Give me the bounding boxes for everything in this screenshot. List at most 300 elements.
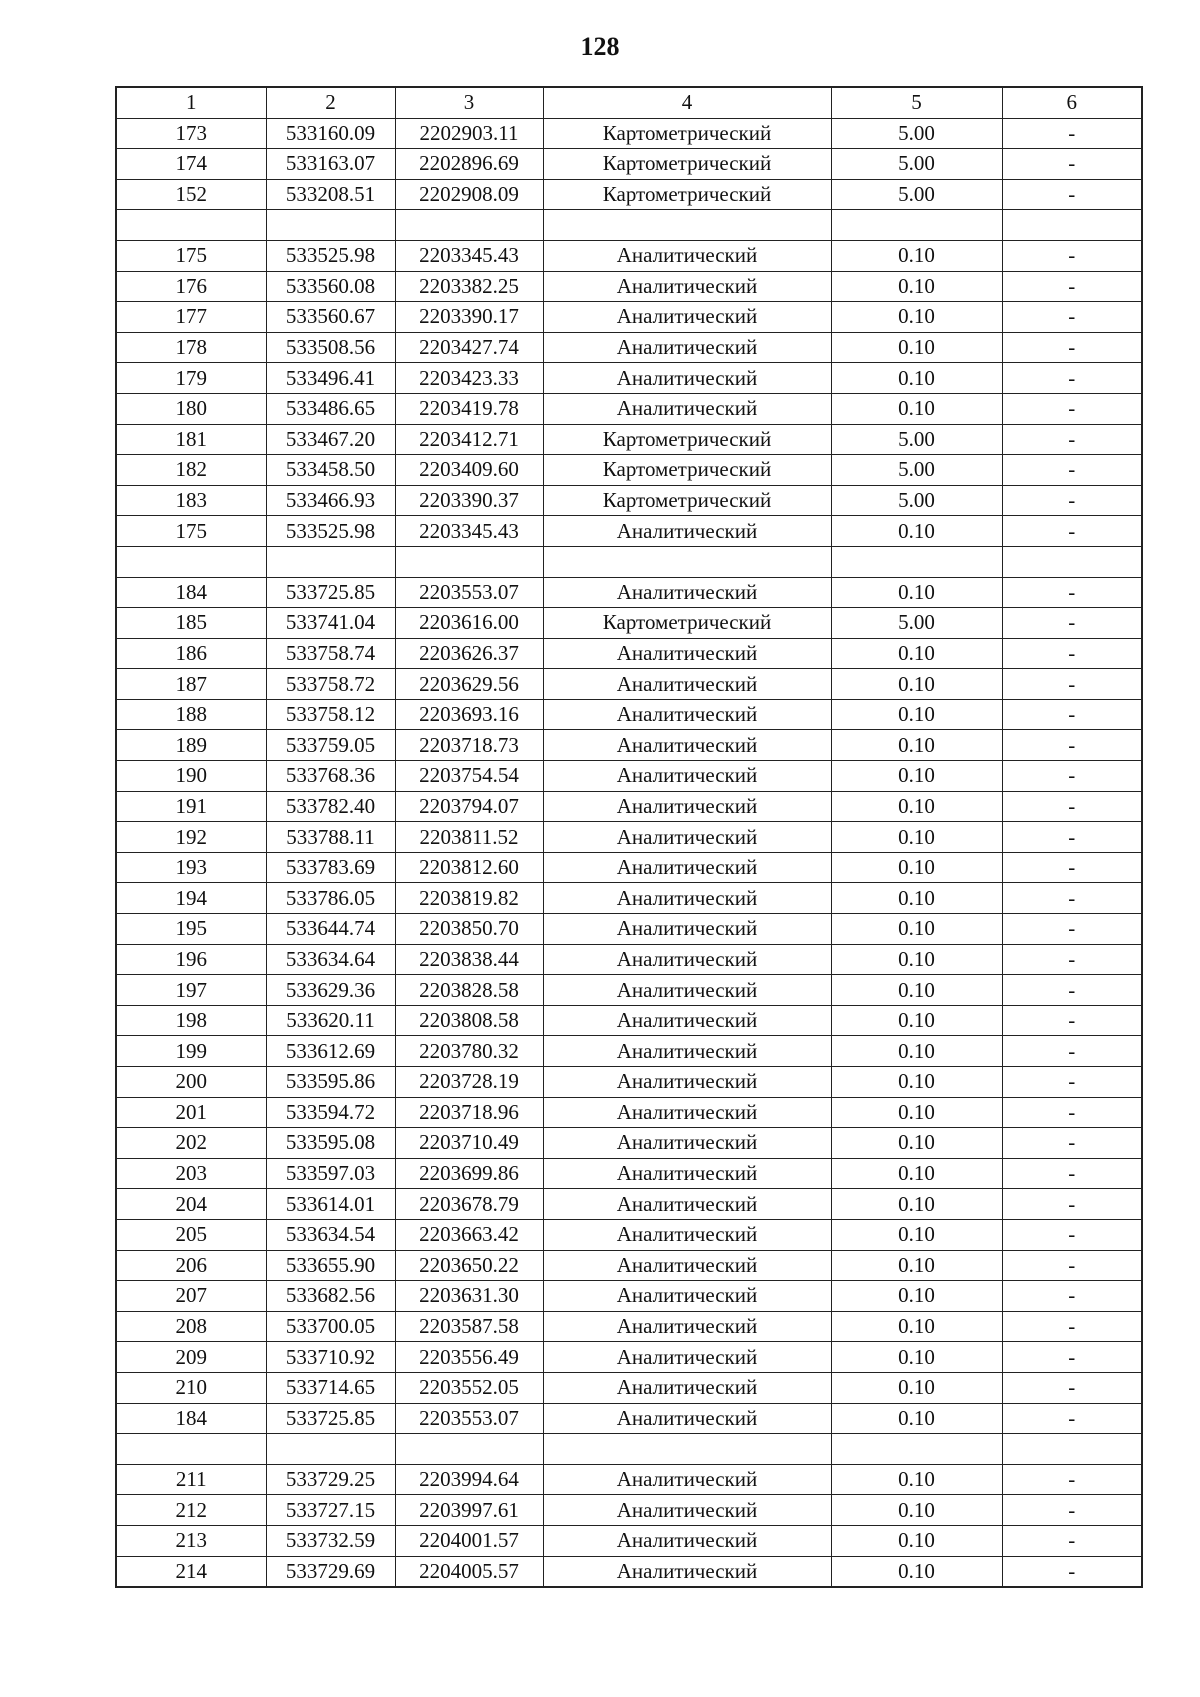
column-header: 3 xyxy=(395,87,543,118)
note-cell: - xyxy=(1002,240,1142,271)
table-row xyxy=(116,1128,1142,1159)
accuracy-cell: 5.00 xyxy=(831,149,1002,180)
point-number-cell: 211 xyxy=(116,1464,266,1495)
table-row xyxy=(116,791,1142,822)
accuracy-cell: 0.10 xyxy=(831,1281,1002,1312)
y-coordinate-cell xyxy=(395,546,543,577)
x-coordinate-cell: 533782.40 xyxy=(266,791,395,822)
note-cell: - xyxy=(1002,1250,1142,1281)
table-row xyxy=(116,1495,1142,1526)
note-cell: - xyxy=(1002,975,1142,1006)
y-coordinate-cell: 2203409.60 xyxy=(395,455,543,486)
accuracy-cell: 0.10 xyxy=(831,1219,1002,1250)
x-coordinate-cell: 533486.65 xyxy=(266,393,395,424)
point-number-cell: 205 xyxy=(116,1219,266,1250)
accuracy-cell: 0.10 xyxy=(831,669,1002,700)
point-number-cell: 188 xyxy=(116,699,266,730)
x-coordinate-cell: 533732.59 xyxy=(266,1525,395,1556)
table-row xyxy=(116,1464,1142,1495)
point-number-cell: 183 xyxy=(116,485,266,516)
note-cell: - xyxy=(1002,761,1142,792)
method-cell: Аналитический xyxy=(543,1281,831,1312)
method-cell: Аналитический xyxy=(543,1372,831,1403)
method-cell: Аналитический xyxy=(543,852,831,883)
table-row xyxy=(116,730,1142,761)
accuracy-cell: 5.00 xyxy=(831,485,1002,516)
accuracy-cell: 0.10 xyxy=(831,1342,1002,1373)
y-coordinate-cell: 2203997.61 xyxy=(395,1495,543,1526)
point-number-cell: 204 xyxy=(116,1189,266,1220)
x-coordinate-cell: 533783.69 xyxy=(266,852,395,883)
note-cell xyxy=(1002,1434,1142,1465)
note-cell: - xyxy=(1002,638,1142,669)
column-header: 1 xyxy=(116,87,266,118)
note-cell: - xyxy=(1002,455,1142,486)
table-row xyxy=(116,944,1142,975)
method-cell: Картометрический xyxy=(543,149,831,180)
y-coordinate-cell: 2203427.74 xyxy=(395,332,543,363)
note-cell: - xyxy=(1002,485,1142,516)
note-cell: - xyxy=(1002,332,1142,363)
note-cell: - xyxy=(1002,1342,1142,1373)
point-number-cell: 180 xyxy=(116,393,266,424)
note-cell: - xyxy=(1002,118,1142,149)
table-row xyxy=(116,240,1142,271)
method-cell: Картометрический xyxy=(543,455,831,486)
column-header: 4 xyxy=(543,87,831,118)
accuracy-cell: 0.10 xyxy=(831,1036,1002,1067)
method-cell: Аналитический xyxy=(543,883,831,914)
table-row xyxy=(116,1250,1142,1281)
method-cell: Аналитический xyxy=(543,1158,831,1189)
table-row xyxy=(116,302,1142,333)
y-coordinate-cell: 2203626.37 xyxy=(395,638,543,669)
y-coordinate-cell: 2203553.07 xyxy=(395,1403,543,1434)
table-row xyxy=(116,577,1142,608)
x-coordinate-cell: 533629.36 xyxy=(266,975,395,1006)
point-number-cell: 193 xyxy=(116,852,266,883)
point-number-cell: 212 xyxy=(116,1495,266,1526)
x-coordinate-cell: 533741.04 xyxy=(266,608,395,639)
y-coordinate-cell: 2203663.42 xyxy=(395,1219,543,1250)
y-coordinate-cell: 2203678.79 xyxy=(395,1189,543,1220)
table-row xyxy=(116,118,1142,149)
point-number-cell: 190 xyxy=(116,761,266,792)
accuracy-cell: 0.10 xyxy=(831,1525,1002,1556)
method-cell: Аналитический xyxy=(543,975,831,1006)
x-coordinate-cell: 533525.98 xyxy=(266,516,395,547)
accuracy-cell: 5.00 xyxy=(831,424,1002,455)
x-coordinate-cell xyxy=(266,546,395,577)
y-coordinate-cell: 2203838.44 xyxy=(395,944,543,975)
method-cell: Аналитический xyxy=(543,1067,831,1098)
table-row xyxy=(116,1556,1142,1587)
point-number-cell: 177 xyxy=(116,302,266,333)
y-coordinate-cell: 2203556.49 xyxy=(395,1342,543,1373)
x-coordinate-cell: 533758.72 xyxy=(266,669,395,700)
note-cell: - xyxy=(1002,271,1142,302)
point-number-cell: 206 xyxy=(116,1250,266,1281)
accuracy-cell: 0.10 xyxy=(831,1495,1002,1526)
table-row xyxy=(116,1189,1142,1220)
y-coordinate-cell: 2203718.96 xyxy=(395,1097,543,1128)
method-cell: Аналитический xyxy=(543,638,831,669)
point-number-cell: 184 xyxy=(116,1403,266,1434)
table-row xyxy=(116,1219,1142,1250)
table-row xyxy=(116,1525,1142,1556)
table-row xyxy=(116,363,1142,394)
method-cell: Аналитический xyxy=(543,761,831,792)
accuracy-cell: 0.10 xyxy=(831,730,1002,761)
method-cell xyxy=(543,210,831,241)
method-cell: Аналитический xyxy=(543,1403,831,1434)
accuracy-cell: 0.10 xyxy=(831,240,1002,271)
x-coordinate-cell: 533758.74 xyxy=(266,638,395,669)
accuracy-cell: 5.00 xyxy=(831,455,1002,486)
x-coordinate-cell: 533560.08 xyxy=(266,271,395,302)
y-coordinate-cell: 2203699.86 xyxy=(395,1158,543,1189)
point-number-cell: 186 xyxy=(116,638,266,669)
table-row xyxy=(116,1097,1142,1128)
method-cell xyxy=(543,1434,831,1465)
accuracy-cell: 0.10 xyxy=(831,1158,1002,1189)
table-row xyxy=(116,393,1142,424)
column-header: 6 xyxy=(1002,87,1142,118)
y-coordinate-cell: 2203631.30 xyxy=(395,1281,543,1312)
accuracy-cell: 0.10 xyxy=(831,1311,1002,1342)
note-cell: - xyxy=(1002,1403,1142,1434)
table-row xyxy=(116,608,1142,639)
point-number-cell: 198 xyxy=(116,1005,266,1036)
x-coordinate-cell: 533560.67 xyxy=(266,302,395,333)
table-row xyxy=(116,669,1142,700)
note-cell: - xyxy=(1002,1495,1142,1526)
point-number-cell xyxy=(116,210,266,241)
point-number-cell xyxy=(116,546,266,577)
point-number-cell: 213 xyxy=(116,1525,266,1556)
point-number-cell: 194 xyxy=(116,883,266,914)
table-row xyxy=(116,883,1142,914)
point-number-cell: 192 xyxy=(116,822,266,853)
accuracy-cell: 0.10 xyxy=(831,1556,1002,1587)
method-cell: Аналитический xyxy=(543,791,831,822)
point-number-cell: 182 xyxy=(116,455,266,486)
x-coordinate-cell: 533758.12 xyxy=(266,699,395,730)
note-cell: - xyxy=(1002,1128,1142,1159)
x-coordinate-cell: 533786.05 xyxy=(266,883,395,914)
point-number-cell: 178 xyxy=(116,332,266,363)
table-row xyxy=(116,546,1142,577)
x-coordinate-cell: 533208.51 xyxy=(266,179,395,210)
method-cell: Аналитический xyxy=(543,1128,831,1159)
x-coordinate-cell: 533788.11 xyxy=(266,822,395,853)
table-row xyxy=(116,332,1142,363)
x-coordinate-cell: 533768.36 xyxy=(266,761,395,792)
method-cell: Аналитический xyxy=(543,730,831,761)
point-number-cell: 214 xyxy=(116,1556,266,1587)
note-cell: - xyxy=(1002,791,1142,822)
x-coordinate-cell: 533655.90 xyxy=(266,1250,395,1281)
table-row xyxy=(116,1067,1142,1098)
accuracy-cell: 0.10 xyxy=(831,516,1002,547)
accuracy-cell: 0.10 xyxy=(831,852,1002,883)
y-coordinate-cell: 2203552.05 xyxy=(395,1372,543,1403)
y-coordinate-cell: 2203553.07 xyxy=(395,577,543,608)
accuracy-cell: 0.10 xyxy=(831,393,1002,424)
point-number-cell: 189 xyxy=(116,730,266,761)
table-row xyxy=(116,761,1142,792)
y-coordinate-cell: 2203850.70 xyxy=(395,914,543,945)
note-cell: - xyxy=(1002,699,1142,730)
y-coordinate-cell: 2203728.19 xyxy=(395,1067,543,1098)
table-row xyxy=(116,424,1142,455)
note-cell: - xyxy=(1002,424,1142,455)
note-cell: - xyxy=(1002,1281,1142,1312)
method-cell: Аналитический xyxy=(543,516,831,547)
point-number-cell: 152 xyxy=(116,179,266,210)
accuracy-cell: 0.10 xyxy=(831,791,1002,822)
y-coordinate-cell: 2203650.22 xyxy=(395,1250,543,1281)
x-coordinate-cell: 533729.25 xyxy=(266,1464,395,1495)
x-coordinate-cell: 533458.50 xyxy=(266,455,395,486)
x-coordinate-cell: 533597.03 xyxy=(266,1158,395,1189)
y-coordinate-cell: 2202896.69 xyxy=(395,149,543,180)
note-cell: - xyxy=(1002,669,1142,700)
note-cell: - xyxy=(1002,1372,1142,1403)
x-coordinate-cell: 533725.85 xyxy=(266,577,395,608)
accuracy-cell: 0.10 xyxy=(831,822,1002,853)
x-coordinate-cell: 533466.93 xyxy=(266,485,395,516)
note-cell: - xyxy=(1002,608,1142,639)
point-number-cell: 201 xyxy=(116,1097,266,1128)
note-cell: - xyxy=(1002,179,1142,210)
point-number-cell: 191 xyxy=(116,791,266,822)
table-row xyxy=(116,210,1142,241)
note-cell: - xyxy=(1002,1189,1142,1220)
y-coordinate-cell: 2203780.32 xyxy=(395,1036,543,1067)
accuracy-cell: 0.10 xyxy=(831,914,1002,945)
method-cell: Аналитический xyxy=(543,577,831,608)
table-row xyxy=(116,638,1142,669)
table-row xyxy=(116,1342,1142,1373)
x-coordinate-cell: 533160.09 xyxy=(266,118,395,149)
table-row xyxy=(116,1403,1142,1434)
point-number-cell: 197 xyxy=(116,975,266,1006)
note-cell: - xyxy=(1002,1525,1142,1556)
method-cell: Аналитический xyxy=(543,1250,831,1281)
x-coordinate-cell: 533725.85 xyxy=(266,1403,395,1434)
x-coordinate-cell: 533163.07 xyxy=(266,149,395,180)
note-cell: - xyxy=(1002,516,1142,547)
table-row xyxy=(116,1281,1142,1312)
y-coordinate-cell: 2203794.07 xyxy=(395,791,543,822)
method-cell: Аналитический xyxy=(543,240,831,271)
accuracy-cell: 0.10 xyxy=(831,1005,1002,1036)
note-cell: - xyxy=(1002,302,1142,333)
accuracy-cell: 0.10 xyxy=(831,1128,1002,1159)
point-number-cell: 179 xyxy=(116,363,266,394)
x-coordinate-cell: 533759.05 xyxy=(266,730,395,761)
x-coordinate-cell: 533595.08 xyxy=(266,1128,395,1159)
x-coordinate-cell: 533729.69 xyxy=(266,1556,395,1587)
y-coordinate-cell: 2203390.17 xyxy=(395,302,543,333)
accuracy-cell: 0.10 xyxy=(831,302,1002,333)
y-coordinate-cell: 2203710.49 xyxy=(395,1128,543,1159)
table-row xyxy=(116,1311,1142,1342)
note-cell: - xyxy=(1002,730,1142,761)
y-coordinate-cell xyxy=(395,1434,543,1465)
accuracy-cell: 0.10 xyxy=(831,1067,1002,1098)
x-coordinate-cell: 533594.72 xyxy=(266,1097,395,1128)
point-number-cell: 208 xyxy=(116,1311,266,1342)
point-number-cell: 175 xyxy=(116,240,266,271)
y-coordinate-cell: 2202908.09 xyxy=(395,179,543,210)
table-row xyxy=(116,516,1142,547)
y-coordinate-cell: 2202903.11 xyxy=(395,118,543,149)
method-cell: Картометрический xyxy=(543,424,831,455)
point-number-cell: 195 xyxy=(116,914,266,945)
method-cell: Аналитический xyxy=(543,1036,831,1067)
accuracy-cell: 0.10 xyxy=(831,1250,1002,1281)
x-coordinate-cell xyxy=(266,210,395,241)
y-coordinate-cell xyxy=(395,210,543,241)
note-cell: - xyxy=(1002,577,1142,608)
method-cell: Аналитический xyxy=(543,699,831,730)
note-cell: - xyxy=(1002,1556,1142,1587)
accuracy-cell: 0.10 xyxy=(831,975,1002,1006)
accuracy-cell: 0.10 xyxy=(831,761,1002,792)
method-cell: Аналитический xyxy=(543,669,831,700)
point-number-cell: 176 xyxy=(116,271,266,302)
accuracy-cell: 0.10 xyxy=(831,883,1002,914)
point-number-cell: 203 xyxy=(116,1158,266,1189)
method-cell: Аналитический xyxy=(543,1005,831,1036)
note-cell: - xyxy=(1002,852,1142,883)
point-number-cell: 174 xyxy=(116,149,266,180)
method-cell: Аналитический xyxy=(543,1219,831,1250)
note-cell: - xyxy=(1002,1036,1142,1067)
x-coordinate-cell: 533496.41 xyxy=(266,363,395,394)
accuracy-cell: 0.10 xyxy=(831,1097,1002,1128)
accuracy-cell: 5.00 xyxy=(831,118,1002,149)
table-row xyxy=(116,914,1142,945)
accuracy-cell: 0.10 xyxy=(831,699,1002,730)
accuracy-cell xyxy=(831,546,1002,577)
accuracy-cell: 0.10 xyxy=(831,1464,1002,1495)
point-number-cell: 199 xyxy=(116,1036,266,1067)
accuracy-cell: 5.00 xyxy=(831,608,1002,639)
table-row xyxy=(116,1372,1142,1403)
note-cell: - xyxy=(1002,914,1142,945)
method-cell: Аналитический xyxy=(543,302,831,333)
method-cell: Картометрический xyxy=(543,179,831,210)
note-cell: - xyxy=(1002,883,1142,914)
x-coordinate-cell: 533700.05 xyxy=(266,1311,395,1342)
table-row xyxy=(116,179,1142,210)
y-coordinate-cell: 2204005.57 xyxy=(395,1556,543,1587)
point-number-cell xyxy=(116,1434,266,1465)
y-coordinate-cell: 2203616.00 xyxy=(395,608,543,639)
accuracy-cell: 0.10 xyxy=(831,332,1002,363)
method-cell: Аналитический xyxy=(543,1342,831,1373)
table-row xyxy=(116,455,1142,486)
table-row xyxy=(116,1158,1142,1189)
note-cell xyxy=(1002,546,1142,577)
y-coordinate-cell: 2203345.43 xyxy=(395,516,543,547)
table-row xyxy=(116,485,1142,516)
point-number-cell: 187 xyxy=(116,669,266,700)
accuracy-cell: 0.10 xyxy=(831,638,1002,669)
y-coordinate-cell: 2203994.64 xyxy=(395,1464,543,1495)
method-cell xyxy=(543,546,831,577)
table-row xyxy=(116,852,1142,883)
x-coordinate-cell: 533525.98 xyxy=(266,240,395,271)
column-header: 2 xyxy=(266,87,395,118)
method-cell: Картометрический xyxy=(543,118,831,149)
x-coordinate-cell: 533467.20 xyxy=(266,424,395,455)
accuracy-cell: 0.10 xyxy=(831,363,1002,394)
method-cell: Аналитический xyxy=(543,1311,831,1342)
table-row xyxy=(116,271,1142,302)
method-cell: Аналитический xyxy=(543,1525,831,1556)
y-coordinate-cell: 2203390.37 xyxy=(395,485,543,516)
x-coordinate-cell: 533614.01 xyxy=(266,1189,395,1220)
method-cell: Аналитический xyxy=(543,332,831,363)
x-coordinate-cell: 533634.54 xyxy=(266,1219,395,1250)
y-coordinate-cell: 2203693.16 xyxy=(395,699,543,730)
accuracy-cell xyxy=(831,1434,1002,1465)
method-cell: Аналитический xyxy=(543,1495,831,1526)
method-cell: Картометрический xyxy=(543,608,831,639)
note-cell: - xyxy=(1002,944,1142,975)
method-cell: Аналитический xyxy=(543,1464,831,1495)
accuracy-cell: 5.00 xyxy=(831,179,1002,210)
method-cell: Аналитический xyxy=(543,1097,831,1128)
x-coordinate-cell: 533714.65 xyxy=(266,1372,395,1403)
note-cell: - xyxy=(1002,822,1142,853)
y-coordinate-cell: 2203812.60 xyxy=(395,852,543,883)
point-number-cell: 185 xyxy=(116,608,266,639)
accuracy-cell: 0.10 xyxy=(831,1403,1002,1434)
method-cell: Аналитический xyxy=(543,363,831,394)
table-header-row xyxy=(116,87,1142,118)
method-cell: Картометрический xyxy=(543,485,831,516)
x-coordinate-cell: 533682.56 xyxy=(266,1281,395,1312)
table-row xyxy=(116,975,1142,1006)
point-number-cell: 181 xyxy=(116,424,266,455)
y-coordinate-cell: 2203345.43 xyxy=(395,240,543,271)
accuracy-cell: 0.10 xyxy=(831,577,1002,608)
y-coordinate-cell: 2203828.58 xyxy=(395,975,543,1006)
x-coordinate-cell: 533620.11 xyxy=(266,1005,395,1036)
accuracy-cell: 0.10 xyxy=(831,271,1002,302)
note-cell: - xyxy=(1002,149,1142,180)
point-number-cell: 210 xyxy=(116,1372,266,1403)
table-row xyxy=(116,1036,1142,1067)
note-cell: - xyxy=(1002,393,1142,424)
table-body xyxy=(116,118,1142,1587)
method-cell: Аналитический xyxy=(543,1189,831,1220)
x-coordinate-cell: 533612.69 xyxy=(266,1036,395,1067)
accuracy-cell: 0.10 xyxy=(831,1189,1002,1220)
y-coordinate-cell: 2203587.58 xyxy=(395,1311,543,1342)
point-number-cell: 196 xyxy=(116,944,266,975)
point-number-cell: 173 xyxy=(116,118,266,149)
x-coordinate-cell xyxy=(266,1434,395,1465)
y-coordinate-cell: 2203754.54 xyxy=(395,761,543,792)
x-coordinate-cell: 533595.86 xyxy=(266,1067,395,1098)
x-coordinate-cell: 533508.56 xyxy=(266,332,395,363)
